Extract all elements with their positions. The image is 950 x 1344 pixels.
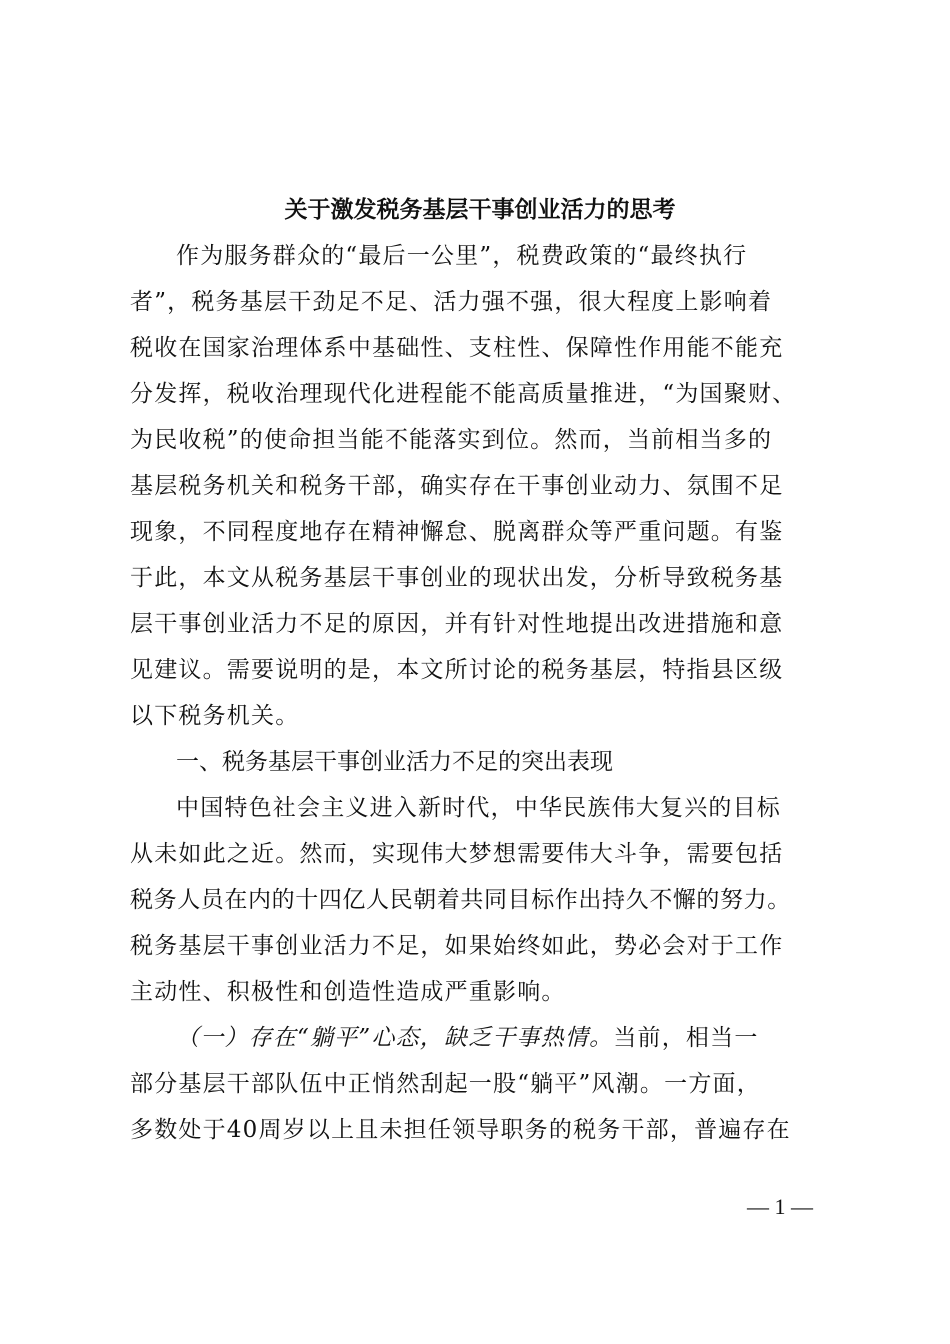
- subsection-1-line-2: 部分基层干部队伍中正悄然刮起一股“躺平”风潮。一方面，: [130, 1071, 761, 1097]
- intro-line-1: 作为服务群众的“最后一公里”，税费政策的“最终执行: [176, 243, 748, 269]
- intro-line-9: 层干事创业活力不足的原因，并有针对性地提出改进措施和意: [130, 611, 784, 637]
- section-1-line-2: 从未如此之近。然而，实现伟大梦想需要伟大斗争，需要包括: [130, 841, 784, 867]
- section-1-heading: 一、税务基层干事创业活力不足的突出表现: [176, 749, 613, 775]
- section-1-line-5: 主动性、积极性和创造性造成严重影响。: [130, 979, 566, 1005]
- section-1-line-3: 税务人员在内的十四亿人民朝着共同目标作出持久不懈的努力。: [130, 887, 791, 913]
- intro-line-5: 为民收税”的使命担当能不能落实到位。然而，当前相当多的: [130, 427, 773, 453]
- intro-line-10: 见建议。需要说明的是，本文所讨论的税务基层，特指县区级: [130, 657, 784, 683]
- subsection-1-first-line-rest: 当前，相当一: [613, 1025, 759, 1051]
- section-1-line-4: 税务基层干事创业活力不足，如果始终如此，势必会对于工作: [130, 933, 784, 959]
- subsection-1-line-3: 多数处于40周岁以上且未担任领导职务的税务干部，普遍存在: [130, 1117, 791, 1143]
- intro-line-2: 者”，税务基层干劲足不足、活力强不强，很大程度上影响着: [130, 289, 773, 315]
- document-title: 关于激发税务基层干事创业活力的思考: [284, 196, 676, 223]
- intro-line-3: 税收在国家治理体系中基础性、支柱性、保障性作用能不能充: [130, 335, 784, 361]
- subsection-1-heading: （一）存在“躺平”心态，缺乏干事热情。: [176, 1025, 614, 1051]
- section-1-line-1: 中国特色社会主义进入新时代，中华民族伟大复兴的目标: [176, 795, 781, 821]
- subsection-1-first-line: [130, 1018, 840, 1058]
- intro-line-7: 现象，不同程度地存在精神懈怠、脱离群众等严重问题。有鉴: [130, 519, 784, 545]
- intro-line-4: 分发挥，税收治理现代化进程能不能高质量推进，“为国聚财、: [130, 381, 797, 407]
- intro-line-11: 以下税务机关。: [130, 703, 300, 729]
- intro-line-8: 于此，本文从税务基层干事创业的现状出发，分析导致税务基: [130, 565, 784, 591]
- page-number: — 1 —: [747, 1194, 813, 1219]
- intro-line-6: 基层税务机关和税务干部，确实存在干事创业动力、氛围不足: [130, 473, 784, 499]
